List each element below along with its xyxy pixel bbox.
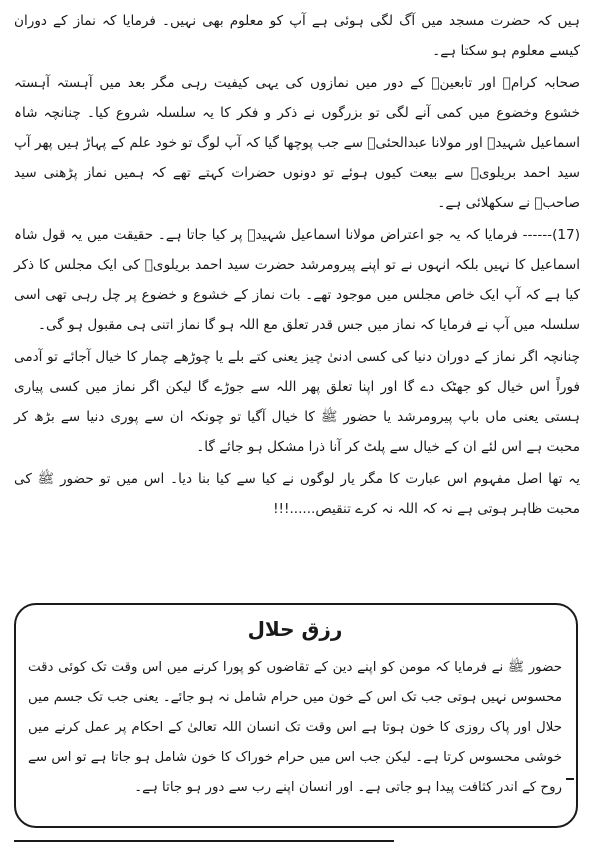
box-title: رزق حلال — [247, 617, 343, 641]
paragraph-2: صحابہ کرامؓ اور تابعینؒ کے دور میں نمازوں کی یہی کیفیت رہی مگر بعد میں آہستہ آہستہ خشوع وخضوع میں کمی آنے لگی تو بزرگوں نے ذکر و فکر کا یہ سلسلہ شروع کیا۔ چنانچہ شاہ اسماعیل شہیدؒ اور مولانا عبدالحئیؒ سے جب پوچھا گیا کہ آپ لوگ تو خود علم کے پہاڑ ہیں پھر آپ سید احمد بریلویؒ سے بیعت کیوں ہوئے تو دونوں حضرات کہتے تھے کہ ہمیں نماز پڑھنی سید صاحبؒ نے سکھلائی ہے۔ — [14, 75, 580, 211]
paragraph-3: (17)------ فرمایا کہ یہ جو اعتراض مولانا اسماعیل شہیدؒ پر کیا جاتا ہے۔ حقیقت میں یہ قول شاہ اسماعیل کا نہیں بلکہ انہوں نے تو اپنے پیرومرشد حضرت سید احمد بریلویؒ کی ایک مجلس کا ذکر کیا ہے کہ آپ ایک خاص مجلس میں موجود تھے۔ بات نماز کے خشوع و خضوع پر چل رہی تھی اسی سلسلہ میں آپ نے فرمایا کہ نماز میں جس قدر تعلق مع اللہ ہو گا نماز اتنی ہی مقبول ہو گی۔ — [14, 227, 580, 333]
bottom-rule — [14, 840, 394, 842]
margin-mark — [566, 778, 574, 780]
rizq-halal-box — [14, 603, 578, 828]
box-text: حضور ﷺ نے فرمایا کہ مومن کو اپنے دین کے تقاضوں کو پورا کرنے میں اس وقت تک کوئی دقت محسوس نہیں ہوتی جب تک اس کے خون میں حرام شامل نہ ہو جائے۔ یعنی جب تک جسم میں حلال اور پاک روزی کا خون ہوتا ہے اس وقت تک انسان اللہ تعالیٰ کے احکام پر عمل کرنے میں خوشی محسوس کرتا ہے۔ لیکن جب اس میں حرام خوراک کا خون شامل ہو جاتا ہے تو اس سے روح کے اندر کثافت پیدا ہو جاتی ہے۔ اور انسان اپنے رب سے دور ہو جاتا ہے۔ — [28, 660, 562, 795]
paragraph-1: ہیں کہ حضرت مسجد میں آگ لگی ہوئی ہے آپ کو معلوم بھی نہیں۔ فرمایا کہ نماز کے دوران کیسے معلوم ہو سکتا ہے۔ — [14, 13, 580, 59]
paragraph-5: یہ تھا اصل مفہوم اس عبارت کا مگر یار لوگوں نے کیا سے کیا بنا دیا۔ اس میں تو حضور ﷺ کی محبت ظاہر ہوتی ہے نہ کہ اللہ نہ کرے تنقیص......!!! — [14, 471, 580, 517]
paragraph-4: چنانچہ اگر نماز کے دوران دنیا کی کسی ادنیٰ چیز یعنی کتے بلے یا چوڑھے چمار کا خیال آجائے تو آدمی فوراً اس خیال کو جھٹک دے گا اور اپنا تعلق پھر اللہ سے جوڑے گا لیکن اگر نماز میں کسی پیاری ہستی یعنی ماں باپ پیرومرشد یا حضور ﷺ کا خیال آگیا تو چونکہ ان سے پوری دنیا سے بڑھ کر محبت ہے اس لئے ان کے خیال سے پلٹ کر آنا ذرا مشکل ہو جائے گا۔ — [14, 349, 580, 455]
